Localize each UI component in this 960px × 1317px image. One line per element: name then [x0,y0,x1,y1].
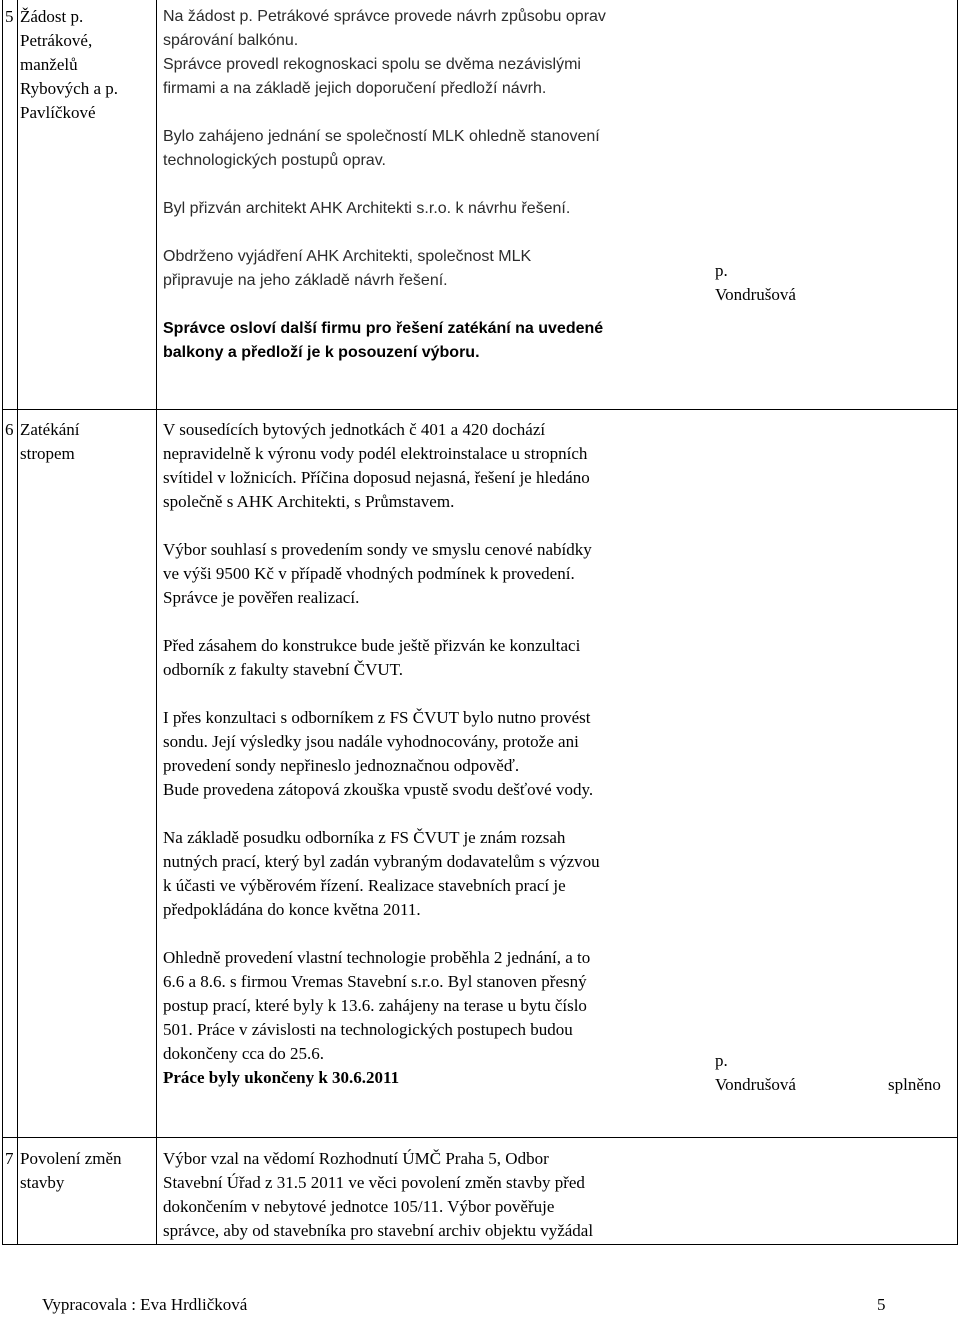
description-line: 501. Práce v závislosti na technologických postupech budou [163,1020,573,1039]
row-subject [20,5,154,125]
table-border-bottom [2,1244,958,1245]
row-description [163,5,703,365]
table-border-right [957,0,958,1245]
row-number: 6 [5,420,14,439]
responsible-person [715,259,796,307]
description-line: předpokládána do konce května 2011. [163,900,421,919]
description-line: Stavební Úřad z 31.5 2011 ve věci povolení změn stavby před [163,1173,585,1192]
description-line: Správce je pověřen realizací. [163,588,360,607]
description-line: správce, aby od stavebníka pro stavební archiv objektu vyžádal [163,1221,594,1240]
subject-line: Zatékání [20,420,80,439]
description-line: Výbor vzal na vědomí Rozhodnutí ÚMČ Praha 5, Odbor [163,1149,549,1168]
subject-line: manželů [20,55,78,74]
row-description [163,1147,708,1243]
subject-line: Žádost p. [20,7,84,26]
subject-line: stropem [20,444,75,463]
description-line-bold: Práce byly ukončeny k 30.6.2011 [163,1068,400,1087]
description-line: nutných prací, který byl zadán vybraným dodavatelům s výzvou [163,852,600,871]
description-line: připravuje na jeho základě návrh řešení. [163,272,448,289]
responsible-line: Vondrušová [715,285,796,304]
description-line: Před zásahem do konstrukce bude ještě přizván ke konzultaci [163,636,581,655]
description-line: k účasti ve výběrovém řízení. Realizace stavebních prací je [163,876,566,895]
description-line: Bylo zahájeno jednání se společností MLK ohledně stanovení [163,128,600,145]
subject-line: Rybových a p. [20,79,118,98]
row-number: 5 [5,7,14,26]
description-line: odborník z fakulty stavební ČVUT. [163,660,404,679]
description-line: technologických postupů oprav. [163,152,386,169]
description-line: Výbor souhlasí s provedením sondy ve smyslu cenové nabídky [163,540,592,559]
footer-author: Vypracovala : Eva Hrdličková [42,1295,248,1314]
responsible-line: Vondrušová [715,1075,796,1094]
description-line: firmami a na základě jejich doporučení předloží návrh. [163,80,547,97]
description-line: dokončením v nebytové jednotce 105/11. Výbor pověřuje [163,1197,555,1216]
row-divider-5-6 [2,409,958,410]
subject-line: Povolení změn [20,1149,122,1168]
description-line: 6.6 a 8.6. s firmou Vremas Stavební s.r.o. Byl stanoven přesný [163,972,587,991]
description-line: provedení sondy nepřineslo jednoznačnou odpověď. [163,756,520,775]
description-line: Ohledně provedení vlastní technologie proběhla 2 jednání, a to [163,948,591,967]
description-line: Správce provedl rekognoskaci spolu se dvěma nezávislými [163,56,581,73]
description-line-bold: Správce osloví další firmu pro řešení zatékání na uvedené [163,320,604,337]
description-line: nepravidelně k výronu vody podél elektroinstalace u stropních [163,444,588,463]
responsible-line: p. [715,1051,728,1070]
description-line: Byl přizván architekt AHK Architekti s.r.o. k návrhu řešení. [163,200,571,217]
description-line: sondu. Její výsledky jsou nadále vyhodnocovány, protože ani [163,732,579,751]
column-divider-2 [156,0,157,1245]
subject-line: stavby [20,1173,65,1192]
row-divider-6-7 [2,1137,958,1138]
column-divider-1 [17,0,18,1245]
row-subject [20,418,154,466]
responsible-line: p. [715,261,728,280]
description-line: spárování balkónu. [163,32,299,49]
row-subject [20,1147,154,1195]
description-line: V sousedících bytových jednotkách č 401 a 420 dochází [163,420,546,439]
description-line: I přes konzultaci s odborníkem z FS ČVUT bylo nutno provést [163,708,591,727]
description-line: Na žádost p. Petrákové správce provede návrh způsobu oprav [163,8,606,25]
description-line: Obdrženo vyjádření AHK Architekti, společnost MLK [163,248,532,265]
description-line: společně s AHK Architekti, s Průmstavem. [163,492,455,511]
description-line: ve výši 9500 Kč v případě vhodných podmínek k provedení. [163,564,575,583]
description-line: dokončeny cca do 25.6. [163,1044,324,1063]
subject-line: Petrákové, [20,31,93,50]
description-line: Bude provedena zátopová zkouška vpustě svodu dešťové vody. [163,780,594,799]
status-text: splněno [888,1075,941,1094]
responsible-person [715,1049,796,1097]
subject-line: Pavlíčkové [20,103,96,122]
description-line: postup prací, které byly k 13.6. zahájeny na terase u bytu číslo [163,996,587,1015]
page-number: 5 [877,1295,886,1314]
description-line: svítidel v ložnicích. Příčina doposud nejasná, řešení je hledáno [163,468,590,487]
row-number: 7 [5,1149,14,1168]
table-border-left [2,0,3,1245]
description-line: Na základě posudku odborníka z FS ČVUT je znám rozsah [163,828,566,847]
row-description [163,418,708,1090]
description-line-bold: balkony a předloží je k posouzení výboru. [163,344,480,361]
